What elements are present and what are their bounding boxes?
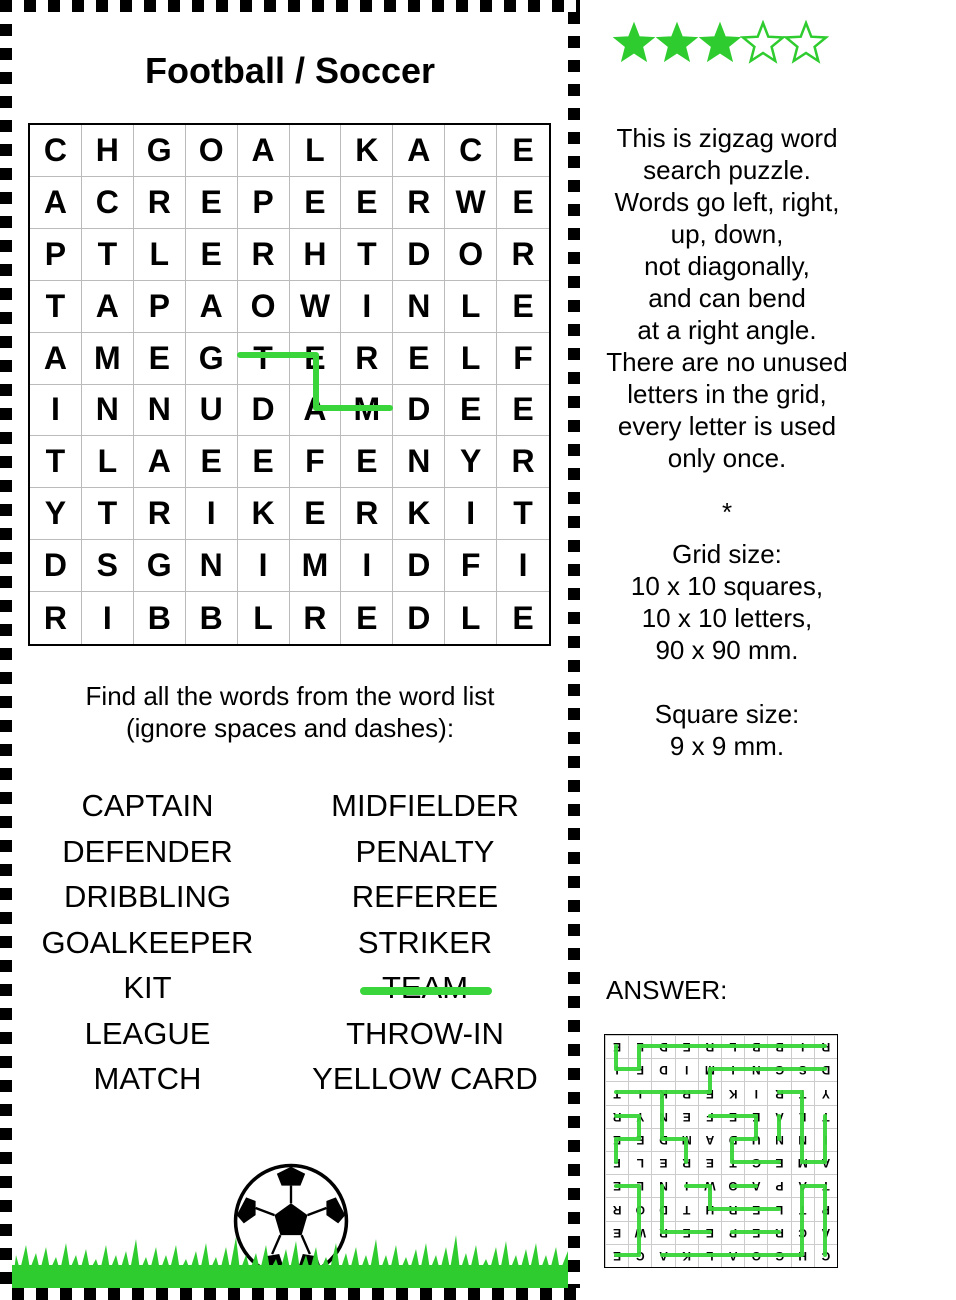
grid-info-line: Grid size: (672, 539, 782, 569)
answer-grid-cell: T (791, 1081, 814, 1104)
word-list-item: GOALKEEPER (41, 924, 254, 960)
answer-grid-cell: R (721, 1197, 744, 1220)
square-info-line: Square size: (654, 699, 800, 729)
grid-cell: I (30, 385, 82, 437)
answer-grid-cell: T (791, 1197, 814, 1220)
answer-grid-cell: R (675, 1081, 698, 1104)
word-list-left (20, 783, 275, 1102)
instructions-line: (ignore spaces and dashes): (125, 713, 455, 743)
grid-cell: S (82, 540, 134, 592)
answer-grid-cell: K (651, 1081, 674, 1104)
answer-grid-cell: D (651, 1197, 674, 1220)
grid-cell: R (30, 592, 82, 644)
grass-decoration (12, 1225, 568, 1288)
grid-cell: N (134, 385, 186, 437)
grid-cell: T (341, 229, 393, 281)
grid-cell: A (186, 281, 238, 333)
answer-grid-cell: N (744, 1058, 767, 1081)
answer-grid-cell: H (698, 1197, 721, 1220)
answer-grid-cell: A (814, 1221, 837, 1244)
grid-cell: L (82, 436, 134, 488)
answer-grid-cell: I (628, 1081, 651, 1104)
star-filled-icon (657, 23, 697, 61)
grid-cell: N (393, 281, 445, 333)
grid-cell: D (393, 385, 445, 437)
grid-cell: D (30, 540, 82, 592)
star-filled-icon (700, 23, 740, 61)
answer-grid-cell: F (628, 1058, 651, 1081)
grid-cell: H (82, 125, 134, 177)
rules-line: only once. (667, 443, 787, 473)
grid-cell: F (445, 540, 497, 592)
grid-cell: T (238, 333, 290, 385)
grid-cell: E (497, 177, 549, 229)
grid-cell: N (82, 385, 134, 437)
grid-cell: E (393, 333, 445, 385)
answer-grid-cell: E (698, 1151, 721, 1174)
word-list-item: REFEREE (351, 879, 499, 914)
word-list-item: MIDFIELDER (331, 788, 519, 823)
rules-text (592, 122, 862, 762)
grid-cell: E (341, 592, 393, 644)
grid-cell: E (341, 177, 393, 229)
grid-cell: W (290, 281, 342, 333)
grid-cell: B (186, 592, 238, 644)
grid-cell: P (30, 229, 82, 281)
grid-cell: M (82, 333, 134, 385)
grid-cell: I (82, 592, 134, 644)
grid-cell: I (341, 281, 393, 333)
rules-line: not diagonally, (644, 251, 810, 281)
grid-cell: K (393, 488, 445, 540)
answer-grid-cell: T (814, 1174, 837, 1197)
answer-grid-cell: N (651, 1105, 674, 1128)
grid-cell: A (290, 385, 342, 437)
grid-cell: R (393, 177, 445, 229)
answer-grid-cell: N (791, 1128, 814, 1151)
rules-line: and can bend (648, 283, 806, 313)
answer-grid-cell: O (721, 1174, 744, 1197)
grid-cell: B (134, 592, 186, 644)
answer-grid-cell: N (767, 1128, 790, 1151)
answer-grid-cell: M (675, 1128, 698, 1151)
grid-info-line: 10 x 10 letters, (641, 603, 813, 633)
grid-cell: I (497, 540, 549, 592)
grid-cell: K (238, 488, 290, 540)
grid-cell: E (186, 177, 238, 229)
rules-line: There are no unused (606, 347, 848, 377)
difficulty-stars (612, 20, 832, 65)
answer-grid-cell: I (791, 1035, 814, 1058)
grid-cell: E (512, 599, 534, 636)
rules-line: search puzzle. (643, 155, 811, 185)
answer-grid-cell: K (675, 1244, 698, 1267)
grid-cell: M (341, 385, 393, 437)
grid-cell: R (341, 333, 393, 385)
answer-grid-cell: F (605, 1151, 628, 1174)
grid-cell: C (445, 125, 497, 177)
answer-grid-cell: L (698, 1244, 721, 1267)
answer-grid-cell: E (605, 1174, 628, 1197)
answer-grid-cell: A (791, 1174, 814, 1197)
grid-cell: E (186, 229, 238, 281)
grid-cell: L (134, 229, 186, 281)
answer-grid-cell: R (698, 1035, 721, 1058)
answer-grid-cell: I (675, 1058, 698, 1081)
answer-grid-cell: I (675, 1174, 698, 1197)
answer-grid-cell: D (651, 1128, 674, 1151)
rules-line: at a right angle. (637, 315, 817, 345)
grid-cell: O (445, 229, 497, 281)
grid-cell: R (497, 229, 549, 281)
grid-cell: E (290, 177, 342, 229)
grid-cell: K (341, 125, 393, 177)
answer-grid-cell: E (605, 1244, 628, 1267)
grid-cell: W (445, 177, 497, 229)
answer-grid-cell: E (744, 1197, 767, 1220)
answer-grid-cell: E (675, 1035, 698, 1058)
grid-cell: R (290, 592, 342, 644)
grid-cell: E (497, 385, 549, 437)
answer-grid-cell: T (814, 1105, 837, 1128)
answer-grid-cell: A (698, 1128, 721, 1151)
border-bottom (0, 1288, 580, 1300)
puzzle-title: Football / Soccer (144, 50, 436, 91)
answer-grid-cell: D (814, 1058, 837, 1081)
answer-grid-cell: R (651, 1221, 674, 1244)
word-list-item: DEFENDER (62, 833, 233, 869)
grid-cell: A (30, 333, 82, 385)
answer-grid-cell: R (767, 1081, 790, 1104)
grid-cell: I (186, 488, 238, 540)
border-top (0, 0, 580, 12)
grid-cell: G (186, 333, 238, 385)
grid-cell: E (341, 436, 393, 488)
square-info-line: 9 x 9 mm. (669, 731, 785, 761)
grid-cell: H (290, 229, 342, 281)
grid-cell: R (497, 436, 549, 488)
answer-grid-cell: R (814, 1035, 837, 1058)
answer-grid-cell: E (675, 1105, 698, 1128)
word-list-item: CAPTAIN (81, 788, 214, 823)
grid-cell: L (445, 333, 497, 385)
answer-grid-cell: R (605, 1105, 628, 1128)
answer-grid-cell: L (767, 1197, 790, 1220)
answer-grid-cell: D (651, 1058, 674, 1081)
instructions (30, 680, 550, 744)
rules-line: letters in the grid, (627, 379, 827, 409)
answer-grid-cell: A (744, 1174, 767, 1197)
found-word-strike (360, 987, 492, 995)
grid-cell: R (341, 488, 393, 540)
rules-line: Words go left, right, (614, 187, 840, 217)
answer-grid-cell: D (651, 1035, 674, 1058)
answer-grid-cell: I (721, 1058, 744, 1081)
rules-line: This is zigzag word (616, 123, 838, 153)
grid-cell: I (445, 488, 497, 540)
answer-grid-cell: L (721, 1035, 744, 1058)
word-list-right (300, 783, 550, 1102)
word-list-item: THROW-IN (346, 1015, 504, 1051)
answer-grid-cell: C (814, 1244, 837, 1267)
grid-cell: A (30, 177, 82, 229)
grid-cell: Y (30, 488, 82, 540)
answer-grid-cell: T (721, 1151, 744, 1174)
answer-grid-cell: P (814, 1197, 837, 1220)
grid-cell: E (497, 281, 549, 333)
grid-cell: E (290, 488, 342, 540)
grid-cell: D (393, 229, 445, 281)
answer-grid-cell: C (791, 1221, 814, 1244)
grid-cell: C (82, 177, 134, 229)
answer-grid-cell: M (698, 1058, 721, 1081)
grid-cell: U (186, 385, 238, 437)
grid-cell: E (238, 436, 290, 488)
answer-grid-cell: S (791, 1058, 814, 1081)
grid-cell: E (186, 436, 238, 488)
grid-cell: I (341, 540, 393, 592)
grid-cell: N (186, 540, 238, 592)
grid-info-line: 90 x 90 mm. (655, 635, 799, 665)
grid-cell: D (238, 385, 290, 437)
grid-cell: T (30, 436, 82, 488)
grid-cell: L (290, 125, 342, 177)
answer-grid-cell: E (744, 1221, 767, 1244)
grid-cell: T (82, 488, 134, 540)
answer-grid-cell: G (767, 1058, 790, 1081)
grid-cell: L (445, 281, 497, 333)
instructions-line: Find all the words from the word list (85, 681, 495, 711)
answer-grid-cell: Y (628, 1105, 651, 1128)
answer-grid-cell: E (767, 1151, 790, 1174)
grid-cell: P (238, 177, 290, 229)
answer-grid-cell: A (721, 1244, 744, 1267)
grid-cell: A (393, 125, 445, 177)
answer-grid-cell: T (675, 1197, 698, 1220)
answer-grid-cell: H (791, 1244, 814, 1267)
grid-cell: E (497, 125, 549, 177)
answer-grid-cell: M (791, 1151, 814, 1174)
grid-cell: C (30, 125, 82, 177)
grid-cell: R (134, 488, 186, 540)
grid-cell: T (497, 488, 549, 540)
answer-grid-cell: A (814, 1151, 837, 1174)
grid-cell: O (238, 281, 290, 333)
answer-grid-cell: E (651, 1151, 674, 1174)
word-list-item: KIT (123, 970, 172, 1005)
answer-grid-cell: P (767, 1174, 790, 1197)
answer-grid-cell: F (698, 1105, 721, 1128)
answer-grid-cell: I (744, 1081, 767, 1104)
answer-grid-cell: L (628, 1151, 651, 1174)
answer-grid-cell: E (744, 1105, 767, 1128)
answer-grid-cell: T (605, 1081, 628, 1104)
grid-cell: F (497, 333, 549, 385)
answer-grid-cell: U (744, 1128, 767, 1151)
answer-grid-cell: D (721, 1128, 744, 1151)
answer-grid-cell: R (675, 1151, 698, 1174)
grid-cell: A (82, 281, 134, 333)
grid-cell: O (186, 125, 238, 177)
grid-cell: I (238, 540, 290, 592)
grid-cell: E (290, 333, 342, 385)
grid-cell: G (134, 125, 186, 177)
border-right (568, 0, 580, 1300)
grid-cell: F (290, 436, 342, 488)
answer-grid-cell: W (698, 1174, 721, 1197)
answer-grid-cell: G (744, 1151, 767, 1174)
grid-info-line: 10 x 10 squares, (630, 571, 824, 601)
grid-cell: T (30, 281, 82, 333)
answer-grid-cell: Y (814, 1081, 837, 1104)
separator: * (721, 497, 733, 527)
answer-grid (604, 1034, 838, 1268)
answer-grid-cell: P (721, 1221, 744, 1244)
answer-grid-cell: I (814, 1128, 837, 1151)
answer-grid-cell: E (605, 1128, 628, 1151)
star-empty-icon (786, 23, 826, 61)
star-empty-icon (743, 23, 783, 61)
answer-grid-cell: E (605, 1221, 628, 1244)
answer-grid-cell: O (628, 1197, 651, 1220)
word-list-item (300, 965, 550, 1011)
answer-grid-cell: B (744, 1035, 767, 1058)
grid-cell: L (238, 592, 290, 644)
answer-grid-cell: A (767, 1105, 790, 1128)
answer-grid-cell: E (605, 1035, 628, 1058)
answer-grid-cell: R (767, 1221, 790, 1244)
star-filled-icon (614, 23, 654, 61)
grid-cell: A (134, 436, 186, 488)
answer-grid-cell: W (628, 1221, 651, 1244)
answer-grid-cell: B (767, 1035, 790, 1058)
border-left (0, 0, 12, 1300)
rules-line: every letter is used (617, 411, 837, 441)
word-list-item: YELLOW CARD (312, 1061, 538, 1096)
grid-cell: N (393, 436, 445, 488)
answer-grid-cell: A (651, 1244, 674, 1267)
answer-grid-cell: E (698, 1221, 721, 1244)
answer-grid-cell: L (628, 1035, 651, 1058)
word-list-item: MATCH (93, 1061, 202, 1096)
grid-cell: P (134, 281, 186, 333)
grid-cell: M (290, 540, 342, 592)
grid-cell: E (445, 385, 497, 437)
answer-grid-cell: C (628, 1244, 651, 1267)
word-list-item: DRIBBLING (63, 879, 232, 914)
grid-cell: T (82, 229, 134, 281)
grid-cell: A (238, 125, 290, 177)
answer-grid-cell: L (628, 1174, 651, 1197)
grid-cell: D (393, 592, 445, 644)
grid-cell: R (238, 229, 290, 281)
grid-cell: Y (445, 436, 497, 488)
answer-grid-cell: E (628, 1128, 651, 1151)
grid-cell: R (134, 177, 186, 229)
grid-cell: E (134, 333, 186, 385)
grid-cell: G (134, 540, 186, 592)
answer-grid-cell: E (721, 1105, 744, 1128)
grid-cell: L (445, 592, 497, 644)
answer-grid-cell: I (605, 1058, 628, 1081)
answer-label: ANSWER: (606, 975, 728, 1005)
grid-cell: D (393, 540, 445, 592)
word-list-item: PENALTY (355, 833, 495, 869)
letter-grid (28, 123, 551, 646)
answer-grid-cell: O (744, 1244, 767, 1267)
answer-grid-cell: G (767, 1244, 790, 1267)
rules-line: up, down, (670, 219, 784, 249)
word-list-item: STRIKER (357, 924, 493, 960)
answer-grid-cell: L (791, 1105, 814, 1128)
answer-grid-cell: R (605, 1197, 628, 1220)
word-list-item: LEAGUE (84, 1015, 211, 1051)
answer-grid-cell: E (698, 1081, 721, 1104)
answer-grid-cell: K (721, 1081, 744, 1104)
answer-grid-cell: E (675, 1221, 698, 1244)
answer-grid-cell: N (651, 1174, 674, 1197)
